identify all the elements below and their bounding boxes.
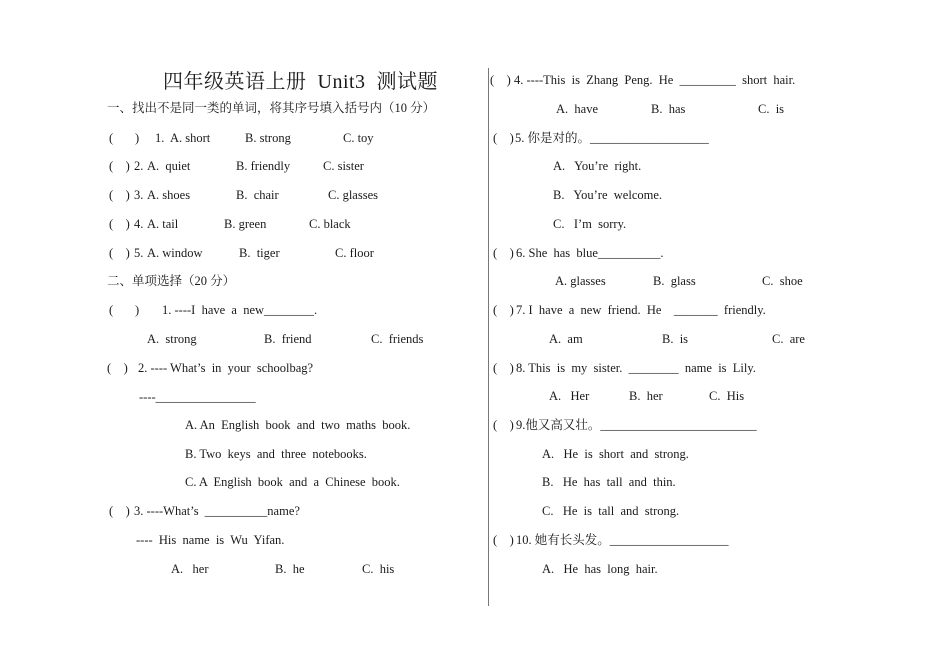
answer-line[interactable]: ----________________ <box>139 390 256 404</box>
question-number: 5. <box>134 246 144 260</box>
section1-heading: 一、找出不是同一类的单词，将其序号填入括号内（10 分） <box>107 101 436 115</box>
option-a: A. her <box>171 562 209 576</box>
option-c: C. toy <box>343 131 374 145</box>
option-b: B. friendly <box>236 159 291 173</box>
option-a: A. glasses <box>555 274 606 288</box>
option-a: A. am <box>549 332 583 346</box>
question-stem: 1. ----I have a new________. <box>162 303 318 317</box>
question-stem: 9.他又高又壮。_________________________ <box>516 418 757 432</box>
option-c: C. friends <box>371 332 424 346</box>
option-a: A. An English book and two maths book. <box>185 418 411 432</box>
answer-bracket[interactable]: ( ) <box>109 188 130 202</box>
answer-bracket[interactable]: ( ) <box>493 418 514 432</box>
option-a: A. You’re right. <box>553 159 642 173</box>
answer-bracket[interactable]: ( ) <box>107 361 128 375</box>
answer-bracket[interactable]: ( ) <box>109 504 130 518</box>
option-a: A. strong <box>147 332 197 346</box>
question-stem: 4. ----This is Zhang Peng. He _________ short hair. <box>514 73 796 87</box>
option-c: C. floor <box>335 246 374 260</box>
option-b: B. he <box>275 562 305 576</box>
option-c: C. shoe <box>762 274 803 288</box>
answer-bracket[interactable]: ( ) <box>109 159 130 173</box>
option-c: C. He is tall and strong. <box>542 504 680 518</box>
option-c: C. glasses <box>328 188 378 202</box>
option-c: C. is <box>758 102 785 116</box>
option-b: B. has <box>651 102 686 116</box>
option-a: A. short <box>170 131 211 145</box>
option-a: A. Her <box>549 389 590 403</box>
answer-bracket[interactable]: ( ) <box>493 131 514 145</box>
question-number: 4. <box>134 217 144 231</box>
option-b: B. glass <box>653 274 696 288</box>
question-stem: 6. She has blue__________. <box>516 246 664 260</box>
section2-heading: 二、单项选择（20 分） <box>107 274 236 288</box>
option-b: B. friend <box>264 332 312 346</box>
option-a: A. have <box>556 102 598 116</box>
option-b: B. green <box>224 217 267 231</box>
question-stem: 5. 你是对的。___________________ <box>515 131 709 145</box>
answer-bracket[interactable]: ( ) <box>493 361 514 375</box>
option-a: A. He is short and strong. <box>542 447 689 461</box>
question-stem: 7. I have a new friend. He _______ friendly. <box>516 303 766 317</box>
option-c: C. black <box>309 217 351 231</box>
question-stem: 3. ----What’s __________name? <box>134 504 300 518</box>
answer-bracket[interactable]: ( ) <box>109 217 130 231</box>
answer-bracket[interactable]: ( ) <box>109 131 140 145</box>
option-a: A. tail <box>147 217 179 231</box>
answer-bracket[interactable]: ( ) <box>109 246 130 260</box>
option-c: C. are <box>772 332 805 346</box>
answer-bracket[interactable]: ( ) <box>109 303 140 317</box>
column-divider <box>488 68 489 606</box>
question-number: 2. <box>134 159 144 173</box>
question-number: 1. <box>155 131 165 145</box>
option-a: A. quiet <box>147 159 191 173</box>
option-b: B. chair <box>236 188 279 202</box>
question-number: 3. <box>134 188 144 202</box>
option-c: C. his <box>362 562 395 576</box>
answer-bracket[interactable]: ( ) <box>493 533 514 547</box>
option-b: B. her <box>629 389 663 403</box>
option-b: B. He has tall and thin. <box>542 475 676 489</box>
question-stem: 10. 她有长头发。___________________ <box>516 533 729 547</box>
question-stem: 8. This is my sister. ________ name is Lily. <box>516 361 756 375</box>
option-a: A. He has long hair. <box>542 562 658 576</box>
option-b: B. You’re welcome. <box>553 188 663 202</box>
option-b: B. tiger <box>239 246 280 260</box>
option-c: C. His <box>709 389 745 403</box>
option-a: A. shoes <box>147 188 191 202</box>
option-c: C. I’m sorry. <box>553 217 627 231</box>
answer-bracket[interactable]: ( ) <box>490 73 511 87</box>
page-title: 四年级英语上册 Unit3 测试题 <box>163 71 439 93</box>
option-c: C. A English book and a Chinese book. <box>185 475 400 489</box>
answer-bracket[interactable]: ( ) <box>493 303 514 317</box>
answer-bracket[interactable]: ( ) <box>493 246 514 260</box>
answer-line: ---- His name is Wu Yifan. <box>136 533 285 547</box>
question-stem: 2. ---- What’s in your schoolbag? <box>138 361 314 375</box>
option-b: B. strong <box>245 131 291 145</box>
option-b: B. is <box>662 332 689 346</box>
option-a: A. window <box>147 246 203 260</box>
option-b: B. Two keys and three notebooks. <box>185 447 367 461</box>
option-c: C. sister <box>323 159 364 173</box>
